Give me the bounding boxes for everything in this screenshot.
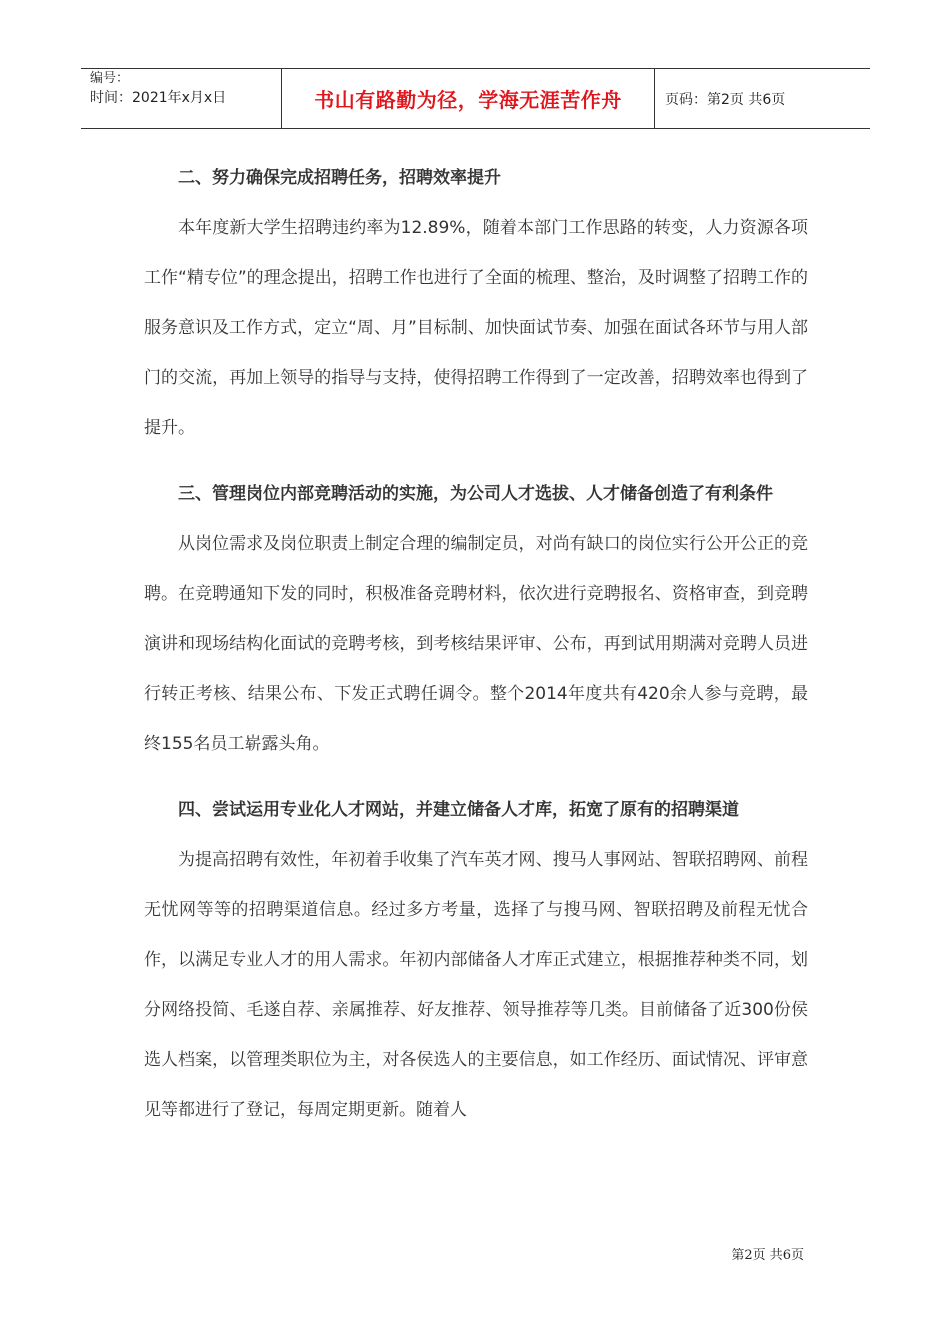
section-paragraph: 为提高招聘有效性，年初着手收集了汽车英才网、搜马人事网站、智联招聘网、前程无忧网等等的招聘渠道信息。经过多方考量，选择了与搜马网、智联招聘及前程无忧合作，以满足专业人才的用人需求。年初内部储备人才库正式建立，根据推荐种类不同，划分网络投简、毛遂自荐、亲属推荐、好友推荐、领导推荐等几类。目前储备了近300份侯选人档案，以管理类职位为主，对各侯选人的主要信息，如工作经历、面试情况、评审意见等都进行了登记，每周定期更新。随着人 xyxy=(144,850,808,1120)
section-heading: 三、管理岗位内部竞聘活动的实施，为公司人才选拔、人才储备创造了有利条件 xyxy=(178,484,773,504)
page-code: 页码：第2页 共6页 xyxy=(665,91,786,108)
number-label: 编号： xyxy=(90,71,130,86)
header-meta-cell xyxy=(81,69,282,128)
section-paragraph: 从岗位需求及岗位职责上制定合理的编制定员，对尚有缺口的岗位实行公开公正的竞聘。在竞聘通知下发的同时，积极准备竞聘材料，依次进行竞聘报名、资格审查，到竞聘演讲和现场结构化面试的竞聘考核，到考核结果评审、公布，再到试用期满对竞聘人员进行转正考核、结果公布、下发正式聘任调令。整个2014年度共有420余人参与竞聘，最终155名员工崭露头角。 xyxy=(144,534,808,754)
page-footer: 第2页 共6页 xyxy=(731,1248,804,1263)
header-page-cell xyxy=(655,69,870,128)
time-label: 时间：2021年x月x日 xyxy=(90,90,227,106)
header-motto-cell xyxy=(282,69,655,128)
document-body xyxy=(144,153,808,1135)
section-heading: 二、努力确保完成招聘任务，招聘效率提升 xyxy=(178,168,501,188)
header-table xyxy=(81,68,870,129)
section-heading: 四、尝试运用专业化人才网站，并建立储备人才库，拓宽了原有的招聘渠道 xyxy=(178,800,739,820)
motto-text: 书山有路勤为径，学海无涯苦作舟 xyxy=(314,88,622,112)
section-paragraph: 本年度新大学生招聘违约率为12.89%，随着本部门工作思路的转变，人力资源各项工作“精专位”的理念提出，招聘工作也进行了全面的梳理、整治，及时调整了招聘工作的服务意识及工作方式，定立“周、月”目标制、加快面试节奏、加强在面试各环节与用人部门的交流，再加上领导的指导与支持，使得招聘工作得到了一定改善，招聘效率也得到了提升。 xyxy=(144,218,808,438)
